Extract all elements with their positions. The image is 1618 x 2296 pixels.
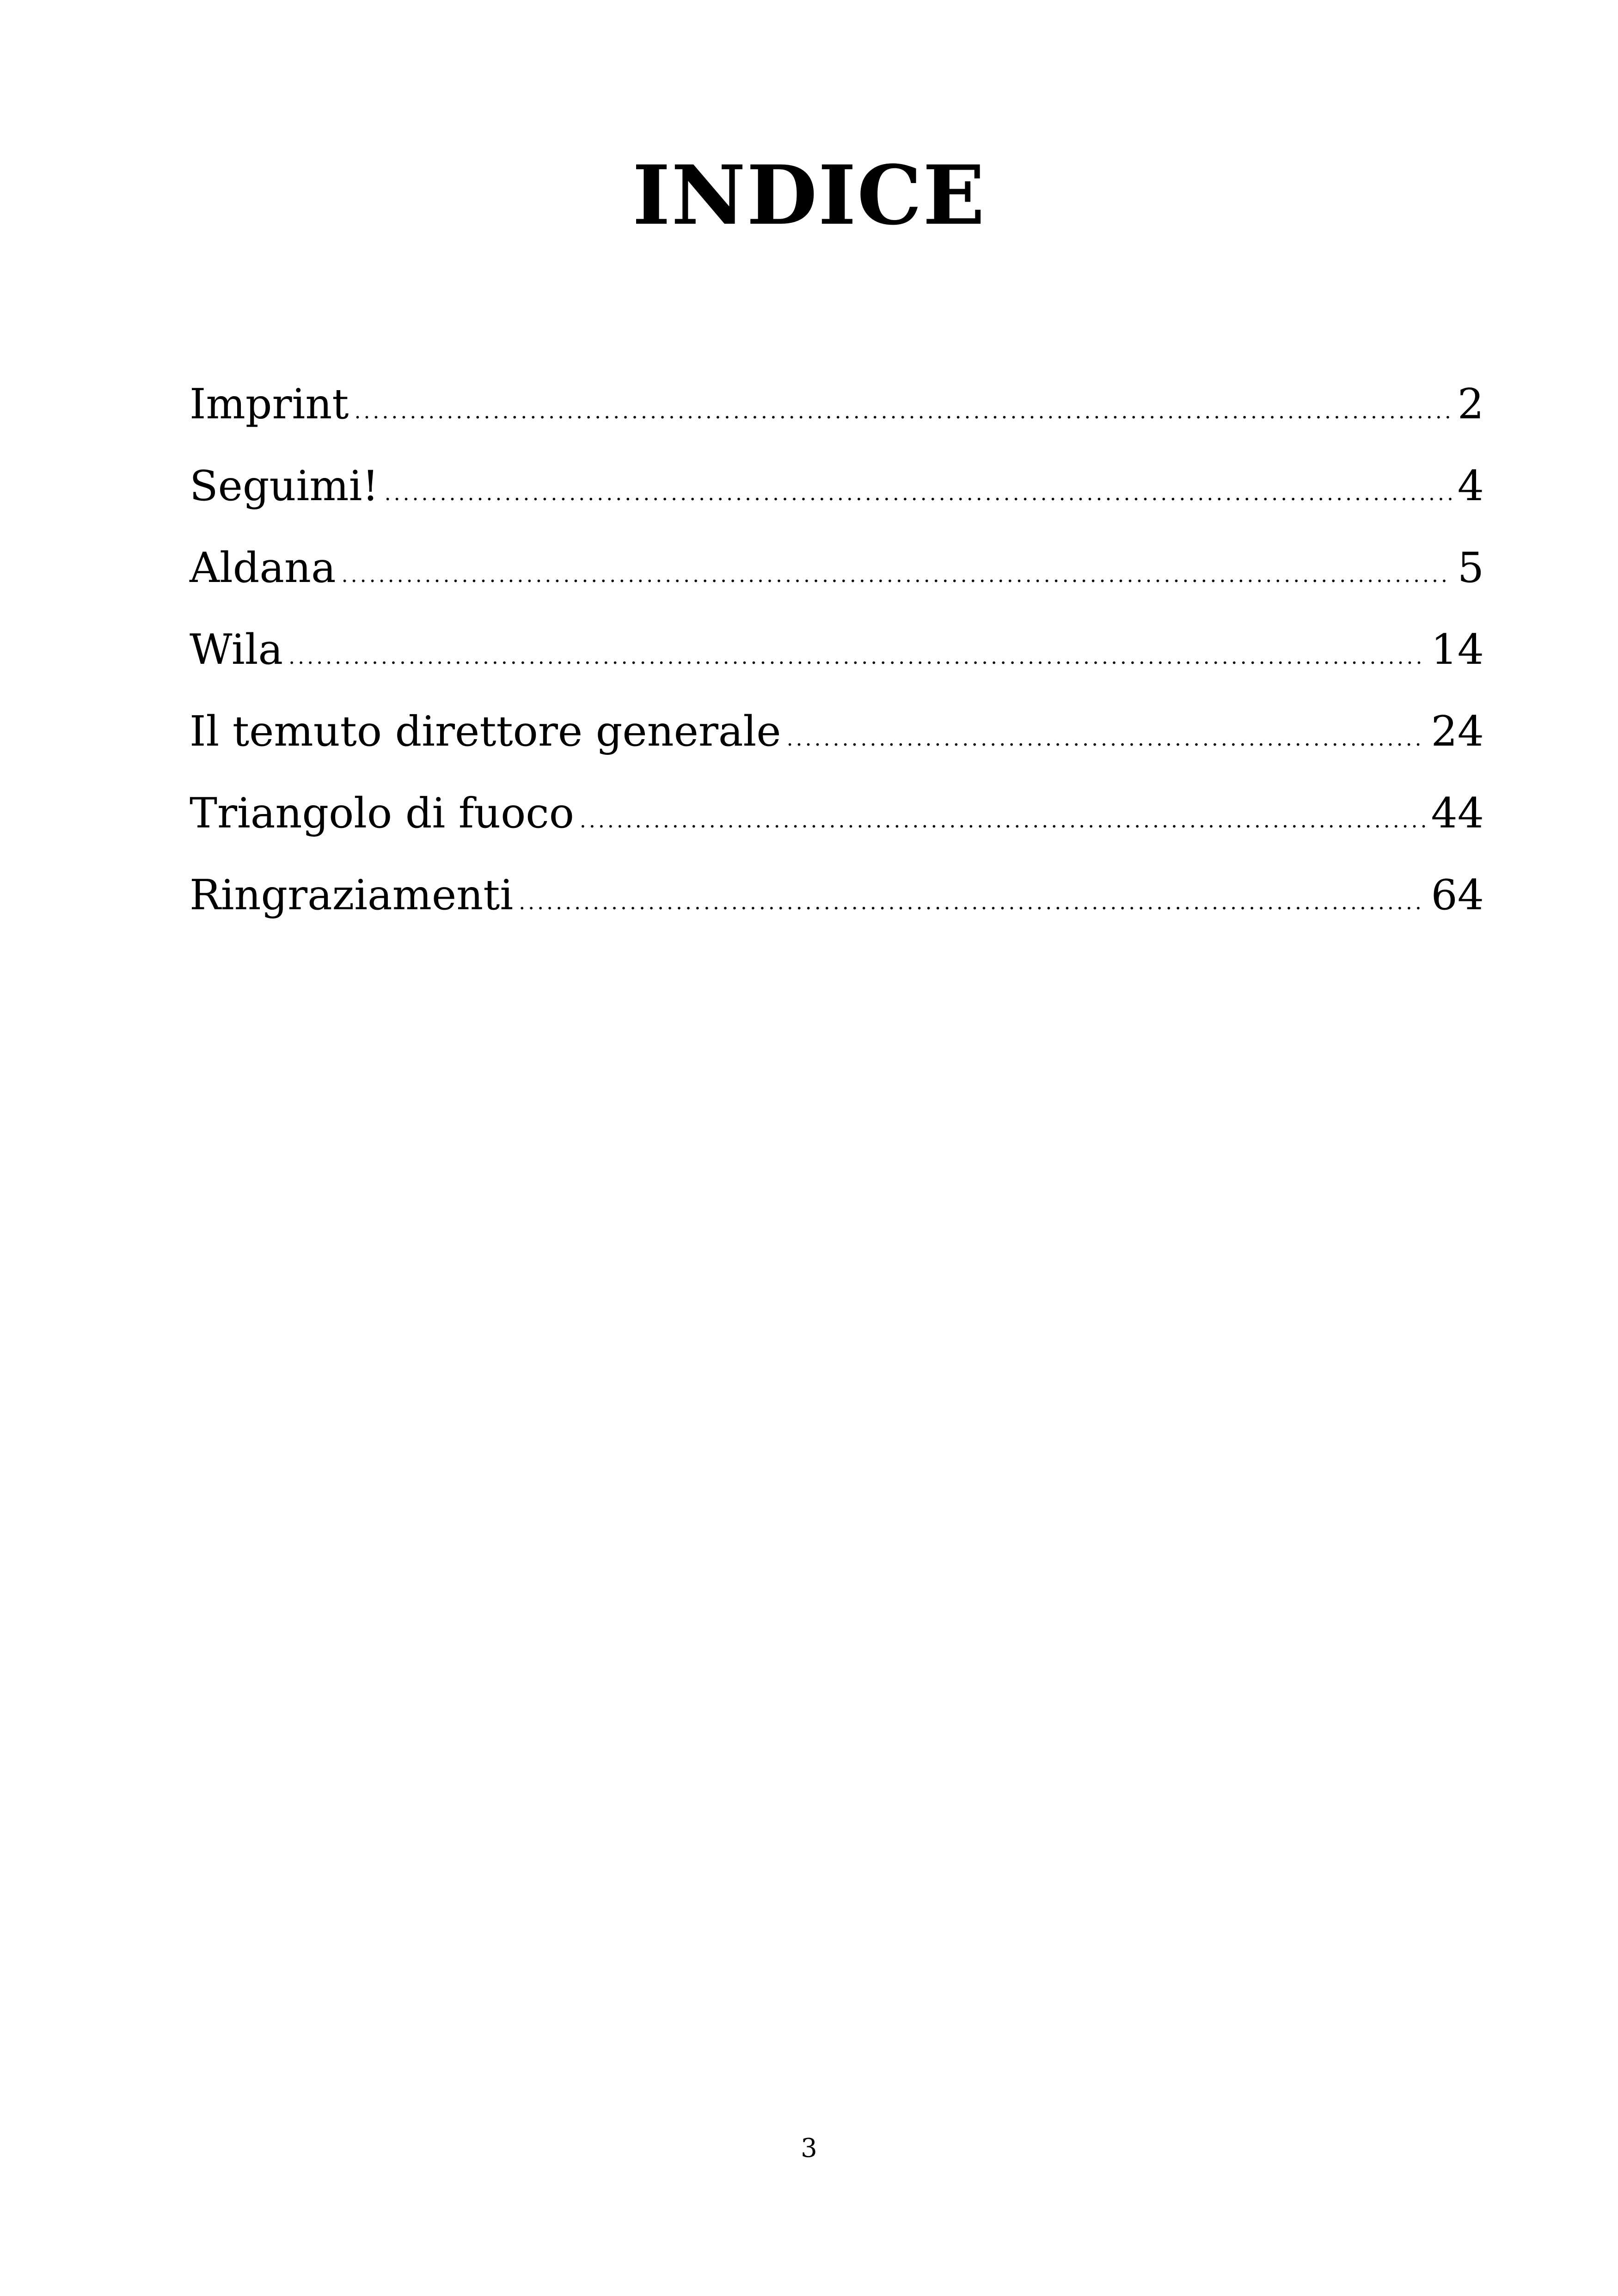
dot-leader: [354, 402, 1452, 422]
toc-entry-label: Triangolo di fuoco: [190, 789, 574, 838]
toc-entry-label: Ringraziamenti: [190, 871, 514, 919]
toc-entry-page: 44: [1431, 789, 1484, 838]
toc-entry-imprint[interactable]: [190, 380, 1484, 465]
toc-entry-triangolo-di-fuoco[interactable]: [190, 789, 1484, 875]
toc-entry-aldana[interactable]: [190, 544, 1484, 629]
toc-entry-ringraziamenti[interactable]: [190, 871, 1484, 956]
toc-entry-label: Seguimi!: [190, 462, 379, 510]
toc-entry-label: Imprint: [190, 380, 349, 429]
toc-entry-il-temuto-direttore-generale[interactable]: [190, 707, 1484, 793]
toc-entry-page: 2: [1457, 380, 1484, 429]
table-of-contents: [190, 380, 1484, 956]
toc-entry-wila[interactable]: [190, 625, 1484, 711]
toc-entry-label: Il temuto direttore generale: [190, 707, 781, 756]
toc-entry-page: 64: [1431, 871, 1484, 919]
page-title: INDICE: [632, 147, 986, 243]
dot-leader: [519, 893, 1425, 913]
dot-leader: [342, 565, 1452, 586]
page-number: 3: [801, 2133, 817, 2163]
toc-entry-seguimi[interactable]: [190, 462, 1484, 547]
dot-leader: [288, 647, 1425, 667]
toc-entry-page: 4: [1457, 462, 1484, 510]
toc-entry-label: Wila: [190, 625, 283, 674]
toc-entry-label: Aldana: [190, 544, 336, 592]
toc-entry-page: 5: [1457, 544, 1484, 592]
toc-entry-page: 14: [1431, 625, 1484, 674]
toc-entry-page: 24: [1431, 707, 1484, 756]
dot-leader: [385, 484, 1452, 504]
dot-leader: [787, 729, 1426, 749]
dot-leader: [580, 811, 1426, 831]
